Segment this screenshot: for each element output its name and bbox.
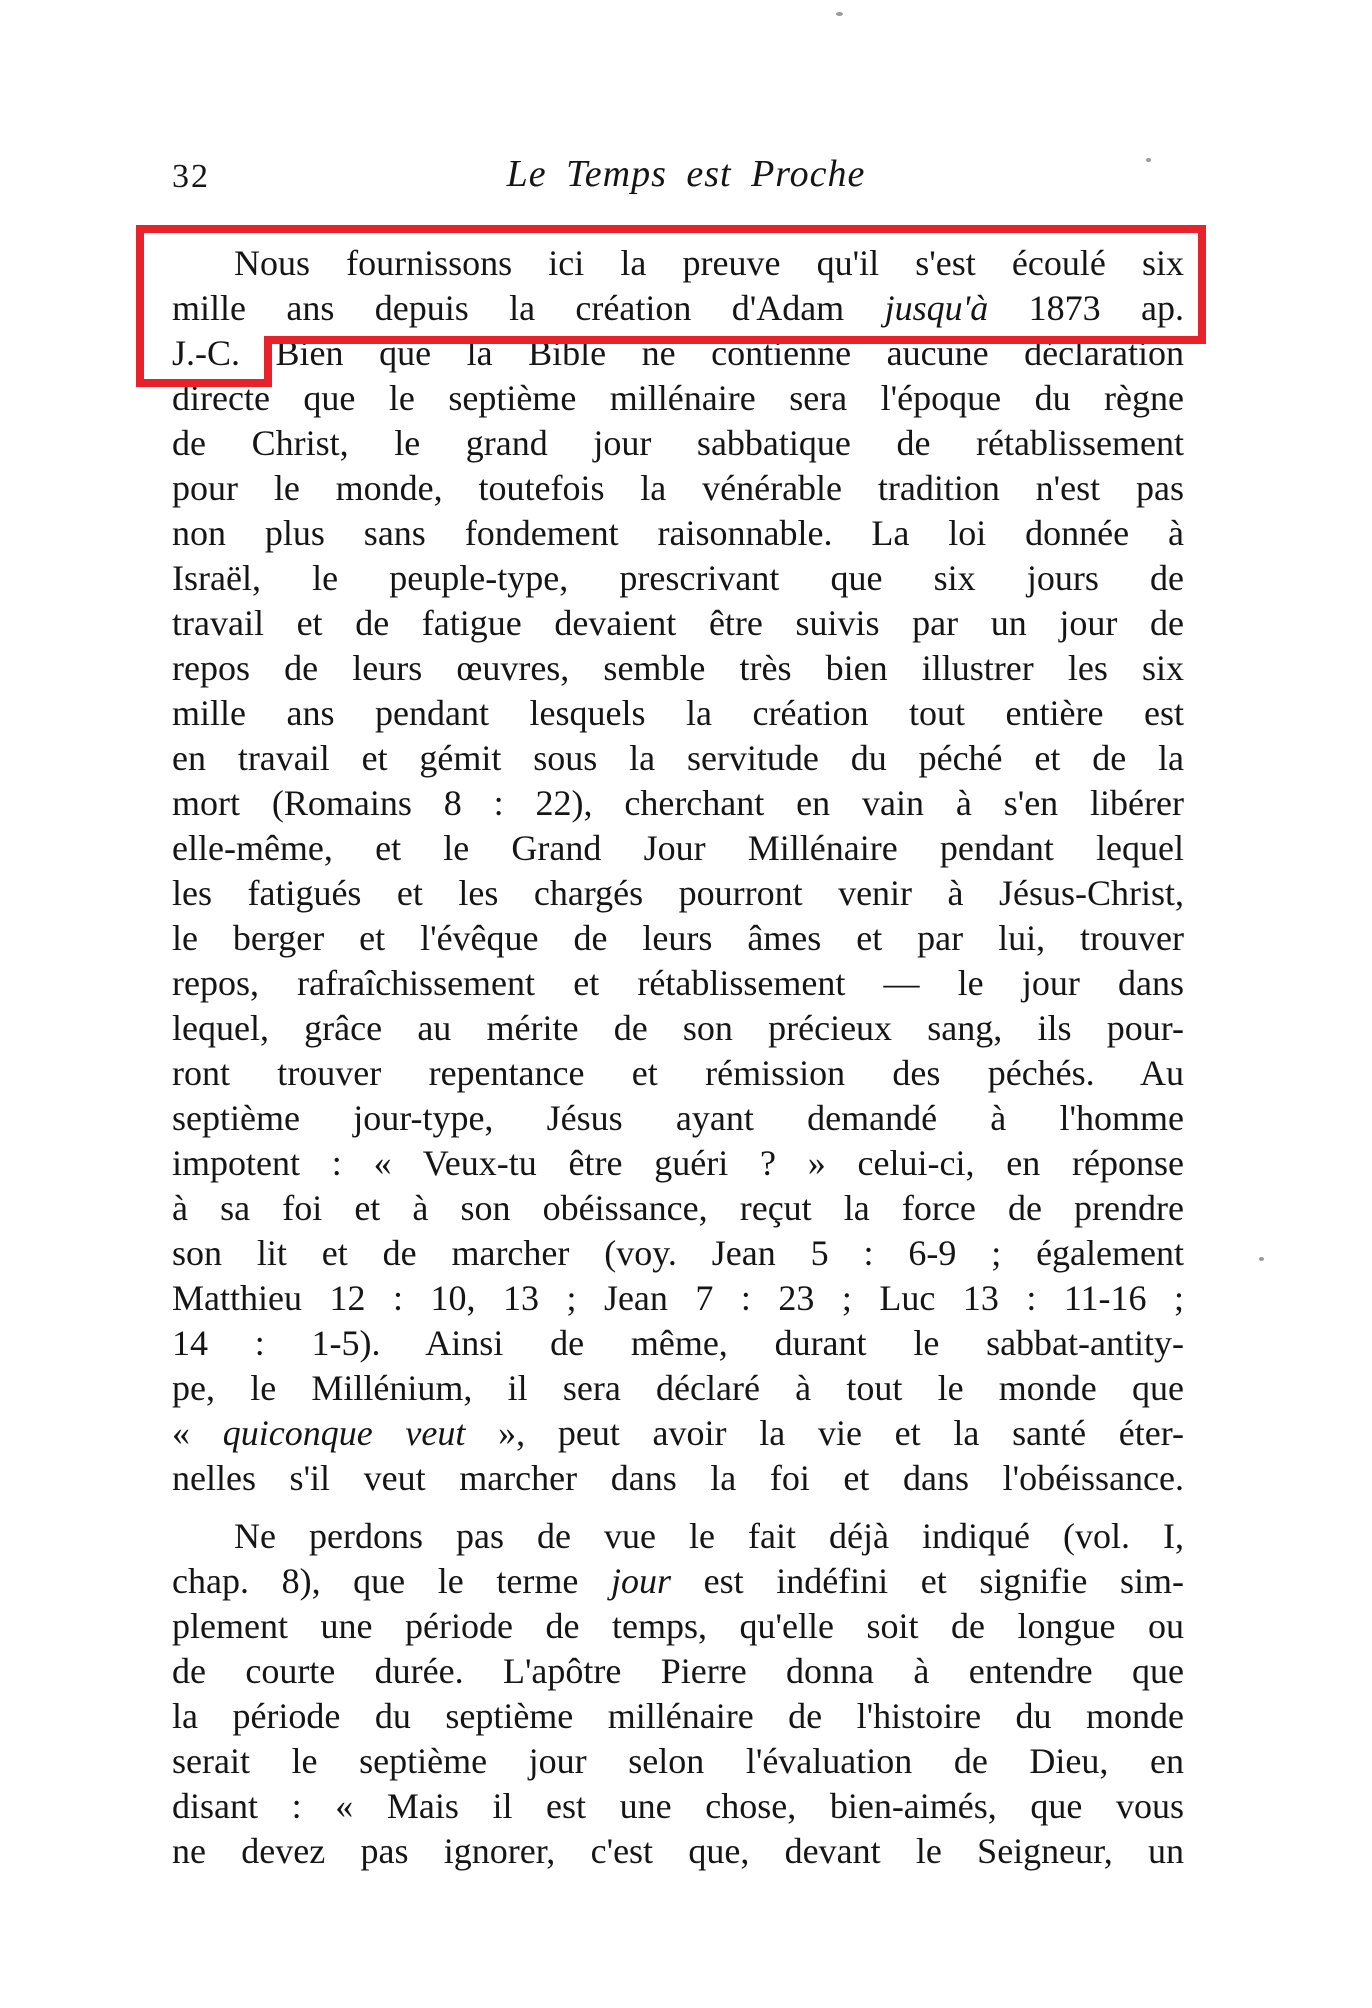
text-line <box>172 1186 1184 1231</box>
line-text: pe, le Millénium, il sera déclaré à tout le monde que <box>172 1368 1184 1408</box>
line-text: repos, rafraîchissement et rétablissement — le jour dans <box>172 963 1184 1003</box>
line-text: « <box>172 1413 223 1453</box>
line-text: directe que le septième millénaire sera l'époque du règne <box>172 378 1184 418</box>
text-line <box>172 286 1184 331</box>
line-text: travail et de fatigue devaient être suivis par un jour de <box>172 603 1184 643</box>
text-line <box>172 556 1184 601</box>
body-text <box>172 241 1184 1874</box>
text-line <box>172 1784 1184 1829</box>
text-line <box>172 1559 1184 1604</box>
line-text: les fatigués et les chargés pourront venir à Jésus-Christ, <box>172 873 1184 913</box>
line-text: lequel, grâce au mérite de son précieux sang, ils pour- <box>172 1008 1184 1048</box>
line-text: J.-C. Bien que la Bible ne contienne aucune déclaration <box>172 333 1184 373</box>
text-line <box>172 1739 1184 1784</box>
line-text: non plus sans fondement raisonnable. La loi donnée à <box>172 513 1184 553</box>
text-line <box>172 1006 1184 1051</box>
text-line <box>172 961 1184 1006</box>
line-text: ront trouver repentance et rémission des péchés. Au <box>172 1053 1184 1093</box>
text-line <box>172 1411 1184 1456</box>
line-text: impotent : « Veux-tu être guéri ? » celui-ci, en réponse <box>172 1143 1184 1183</box>
line-text: en travail et gémit sous la servitude du péché et de la <box>172 738 1184 778</box>
line-text: de Christ, le grand jour sabbatique de rétablissement <box>172 423 1184 463</box>
text-line <box>172 1366 1184 1411</box>
scan-speck <box>836 12 843 16</box>
text-line <box>172 1231 1184 1276</box>
line-text: nelles s'il veut marcher dans la foi et dans l'obéissance. <box>172 1458 1184 1498</box>
scan-speck <box>1146 158 1151 162</box>
text-line <box>172 466 1184 511</box>
line-text: la période du septième millénaire de l'histoire du monde <box>172 1696 1184 1736</box>
line-text: serait le septième jour selon l'évaluation de Dieu, en <box>172 1741 1184 1781</box>
text-line <box>172 331 1184 376</box>
line-text: disant : « Mais il est une chose, bien-aimés, que vous <box>172 1786 1184 1826</box>
text-line <box>172 1321 1184 1366</box>
line-text: mille ans pendant lesquels la création tout entière est <box>172 693 1184 733</box>
line-text: Matthieu 12 : 10, 13 ; Jean 7 : 23 ; Luc 13 : 11-16 ; <box>172 1278 1184 1318</box>
italic-phrase: quiconque veut <box>222 1413 466 1453</box>
text-line <box>172 1649 1184 1694</box>
text-line <box>172 871 1184 916</box>
line-text: mille ans depuis la création d'Adam <box>172 288 885 328</box>
line-text: chap. 8), que le terme <box>172 1561 611 1601</box>
text-line <box>172 1096 1184 1141</box>
text-line <box>172 826 1184 871</box>
text-line <box>172 781 1184 826</box>
text-line <box>172 421 1184 466</box>
text-line <box>172 1456 1184 1501</box>
text-line <box>172 646 1184 691</box>
line-text: Ne perdons pas de vue le fait déjà indiqué (vol. I, <box>234 1516 1184 1556</box>
italic-phrase: jusqu'à <box>884 288 989 328</box>
line-text: est indéfini et signifie sim- <box>670 1561 1184 1601</box>
line-text: à sa foi et à son obéissance, reçut la force de prendre <box>172 1188 1184 1228</box>
text-line <box>172 1829 1184 1874</box>
text-line <box>172 1694 1184 1739</box>
line-text: son lit et de marcher (voy. Jean 5 : 6-9 ; également <box>172 1233 1184 1273</box>
line-text: elle-même, et le Grand Jour Millénaire pendant lequel <box>172 828 1184 868</box>
text-line <box>172 1514 1184 1559</box>
italic-phrase: jour <box>610 1561 671 1601</box>
text-line <box>172 1141 1184 1186</box>
running-title: Le Temps est Proche <box>506 153 866 195</box>
line-text: », peut avoir la vie et la santé éter- <box>465 1413 1185 1453</box>
line-text: mort (Romains 8 : 22), cherchant en vain à s'en libérer <box>172 783 1184 823</box>
line-text: pour le monde, toutefois la vénérable tradition n'est pas <box>172 468 1184 508</box>
text-line <box>172 601 1184 646</box>
text-line <box>172 691 1184 736</box>
text-line <box>172 1604 1184 1649</box>
line-text: ne devez pas ignorer, c'est que, devant le Seigneur, un <box>172 1831 1184 1871</box>
line-text: 14 : 1-5). Ainsi de même, durant le sabbat-antity- <box>172 1323 1184 1363</box>
text-line <box>172 511 1184 556</box>
text-line <box>172 736 1184 781</box>
line-text: Nous fournissons ici la preuve qu'il s'est écoulé six <box>234 243 1184 283</box>
line-text: plement une période de temps, qu'elle soit de longue ou <box>172 1606 1184 1646</box>
text-line <box>172 1051 1184 1096</box>
line-text: septième jour-type, Jésus ayant demandé à l'homme <box>172 1098 1184 1138</box>
line-text: repos de leurs œuvres, semble très bien illustrer les six <box>172 648 1184 688</box>
line-text: de courte durée. L'apôtre Pierre donna à entendre que <box>172 1651 1184 1691</box>
text-line <box>172 376 1184 421</box>
text-line <box>172 1276 1184 1321</box>
line-text: le berger et l'évêque de leurs âmes et par lui, trouver <box>172 918 1184 958</box>
page-number: 32 <box>172 158 210 195</box>
line-text: Israël, le peuple-type, prescrivant que six jours de <box>172 558 1184 598</box>
line-text: 1873 ap. <box>988 288 1184 328</box>
text-line <box>172 916 1184 961</box>
scan-speck <box>1259 1257 1264 1261</box>
text-line <box>172 241 1184 286</box>
